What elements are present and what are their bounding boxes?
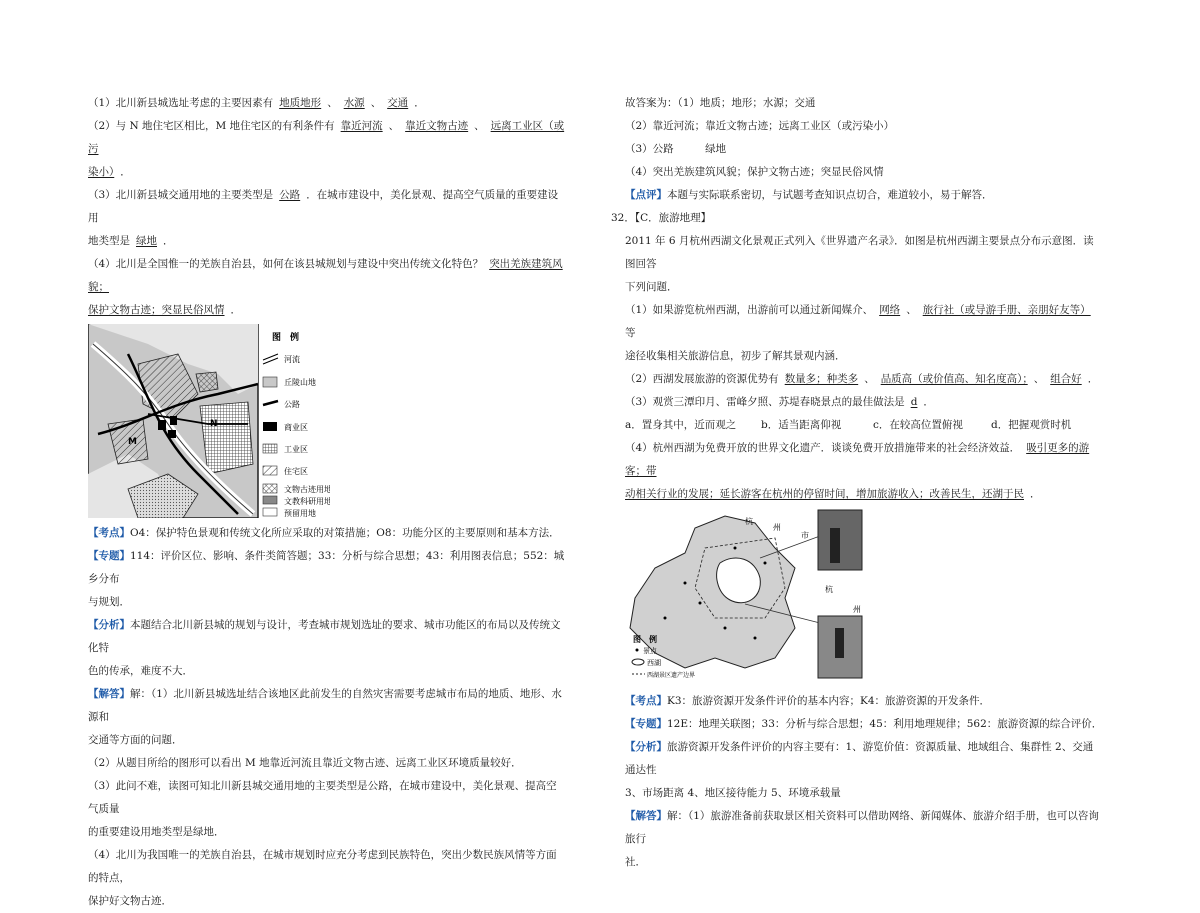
q2-line-2: 染小） ． [88,166,131,178]
option-b: b．适当距离仰视 [761,419,842,431]
legend-relic-icon [263,484,277,493]
q4-line-2: 保护文物古迹；突显民俗风情 ． [88,304,241,316]
answer-blank: 地质地形 [279,97,322,109]
map-label: 杭 [745,517,753,526]
answer-blank: 品质高（或价值高、知名度高）； [880,373,1028,385]
answer-blank: 水源 [343,97,365,109]
legend-commercial-icon [263,422,277,431]
map-label-m: M [128,437,137,447]
r-fenxi-line: 【分析】旅游资源开发条件评价的内容主要有：1、游览价值：资源质量、地域组合、集群性 2、交通通达性 [625,741,1094,776]
legend-label: 西湖景区遗产边界 [647,672,696,679]
commercial-block [168,430,176,438]
answer-blank: 突出羌族建筑风貌； [88,258,563,293]
beichuan-planning-map [88,324,330,518]
jieda-3b: 的重要建设用地类型是绿地． [88,826,225,838]
answer-blank: 交通 [387,97,409,109]
r4-line: （4）杭州西湖为免费开放的世界文化遗产．谈谈免费开放措施带来的社会经济效益． 吸引更多的游客；带 [625,442,1090,477]
q32-intro-2: 下列问题． [625,281,678,293]
map-label: 州 [773,523,781,532]
answer-blank: d [910,396,918,408]
west-lake-map [625,508,875,686]
answer-2: （2）靠近河流；靠近文物古迹；远离工业区（或污染小） [625,120,895,132]
scenic-spot-dot [699,602,702,605]
answer-blank: 组合好 [1050,373,1082,385]
scenic-spot-dot [734,547,737,550]
legend-lake-icon [632,659,644,665]
legend-label: 西湖 [647,659,661,667]
zhuanti-line: 【专题】114：评价区位、影响、条件类简答题；33：分析与综合思想；43：利用图表信息；552：城乡分布 [88,550,565,585]
answer-blank: 绿地 [136,235,157,247]
q1-line: （1）北川新县城选址考虑的主要因素有 地质地形 、 水源 、 交通 ． [88,97,425,109]
map-label: 市 [801,531,809,540]
legend-road-icon [263,401,278,405]
legend-label: 景点 [643,647,657,655]
r4-line-2: 动相关行业的发展；延长游客在杭州的停留时间，增加旅游收入；改善民生，还湖于民 ． [625,488,1041,500]
legend-reserve-icon [263,508,277,516]
r1-line: （1）如果游览杭州西湖，出游前可以通过新闻媒介、 网络 、 旅行社（或导游手册、亲朋好友等）等 [625,299,1103,345]
map2-svg [625,508,875,686]
answer-blank: 旅行社（或导游手册、亲朋好友等） [922,304,1091,316]
q3-line-2: 地类型是 绿地 ． [88,235,174,247]
answer-intro: 故答案为：（1）地质；地形；水源；交通 [625,97,816,109]
industrial-zone [200,402,253,474]
answer-blank: 动相关行业的发展；延长游客在杭州的停留时间，增加旅游收入；改善民生，还湖于民 [625,488,1024,500]
answer-blank: 数量多；种类多 [784,373,859,385]
map2-legend-title: 图 例 [633,635,657,644]
legend-spot-icon [636,649,639,652]
options-line [625,414,1103,437]
option-d: d．把握观赏时机 [991,419,1072,431]
legend-river-icon [263,354,278,364]
scenic-spot-dot [764,562,767,565]
answer-3: （3）公路 绿地 [625,143,727,155]
answer-blank: 网络 [879,304,901,316]
right-column [611,92,1103,874]
pagoda-silhouette [835,628,844,658]
legend-title: 图 例 [272,333,300,343]
legend-industrial-icon [263,444,277,453]
commercial-block [158,420,166,430]
jieda-line-2: 交通等方面的问题． [88,734,183,746]
legend-label: 住宅区 [284,467,308,476]
answer-blank: 染小） [88,166,115,178]
scenic-spot-dot [684,582,687,585]
r-jieda-line-2: 社． [625,856,646,868]
q2-line: （2）与 N 地住宅区相比，M 地住宅区的有利条件有 靠近河流 、 靠近文物古迹 、 远离工业区（或污 [88,120,565,155]
question-32-title: 32．【C．旅游地理】 [611,212,712,224]
relic-zone [196,372,218,392]
r-zhuanti-line: 【专题】12E：地理关联图；33：分析与综合思想；45：利用地理规律；562：旅游资源的综合评价． [625,718,1103,730]
legend-residential-icon [263,466,277,475]
answer-blank: 保护文物古迹；突显民俗风情 [88,304,225,316]
scenic-spot-dot [724,627,727,630]
legend-label: 商业区 [284,423,308,432]
zhuanti-line-2: 与规划． [88,596,130,608]
r2-line: （2）西湖发展旅游的资源优势有 数量多；种类多 、 品质高（或价值高、知名度高）； 、 组合好 ． [625,373,1099,385]
dianping-line: 【点评】本题与实际联系密切，与试题考查知识点切合，难道较小，易于解答． [625,189,993,201]
map-label: 州 [853,605,861,614]
r-fenxi-line-2: 3、市场距离 4、地区接待能力 5、环境承载量 [625,787,841,799]
q3-line: （3）北川新县城交通用地的主要类型是 公路 ．在城市建设中，美化景观、提高空气质量的重要建设用 [88,189,559,224]
option-c: c．在较高位置俯视 [873,419,963,431]
answer-blank: 靠近河流 [340,120,383,132]
r1-line-2: 途径收集相关旅游信息，初步了解其景观内涵． [625,350,846,362]
legend-label: 公路 [284,400,300,409]
scenic-spot-dot [664,617,667,620]
q32-intro: 2011 年 6 月杭州西湖文化景观正式列入《世界遗产名录》．如图是杭州西湖主要景点分布示意图．读图回答 [625,235,1094,270]
jieda-line: 【解答】解：（1）北川新县城选址结合该地区此前发生的自然灾害需要考虑城市布局的地质、地形、水源和 [88,688,562,723]
legend-label: 文物古迹用地 [284,485,330,494]
answer-blank: 靠近文物古迹 [405,120,469,132]
legend-label: 丘陵山地 [284,378,316,387]
legend-label: 预留用地 [284,509,316,518]
answer-blank: 公路 [279,189,301,201]
map-label-n: N [210,419,218,429]
scenic-spot-dot [754,637,757,640]
commercial-block [170,416,177,425]
legend [263,354,330,518]
answer-blank: 吸引更多的游客；带 [625,442,1090,477]
r-jieda-line: 【解答】解：（1）旅游准备前获取景区相关资料可以借助网络、新闻媒体、旅游介绍手册，也可以咨询旅行 [625,810,1099,845]
left-column [88,92,566,913]
jieda-3: （3）此问不难，读图可知北川新县城交通用地的主要类型是公路，在城市建设中，美化景观、提高空气质量 [88,780,557,815]
legend-label: 河流 [284,355,300,364]
fenxi-line-2: 色的传承，难度不大． [88,665,193,677]
map-svg [88,324,330,518]
r-kaodian-line: 【考点】K3：旅游资源开发条件评价的基本内容；K4：旅游资源的开发条件． [625,695,991,707]
q4-line: （4）北川是全国惟一的羌族自治县，如何在该县城规划与建设中突出传统文化特色？ 突出羌族建筑风貌； [88,258,563,293]
legend-label: 文教科研用地 [284,497,330,506]
jieda-4b: 保护好文物古迹． [88,895,172,907]
jieda-2: （2）从题目所给的图形可以看出 M 地靠近河流且靠近文物古迹、远离工业区环境质量较好． [88,757,522,769]
legend-education-icon [263,496,277,504]
pagoda-silhouette [830,528,840,563]
jieda-4: （4）北川为我国唯一的羌族自治县，在城市规划时应充分考虑到民族特色，突出少数民族风情等方面的特点， [88,849,557,884]
fenxi-line: 【分析】本题结合北川新县城的规划与设计，考查城市规划选址的要求、城市功能区的布局以及传统文化特 [88,619,561,654]
kaodian-line: 【考点】O4：保护特色景观和传统文化所应采取的对策措施；O8：功能分区的主要原则和基本方法． [88,527,560,539]
map-label: 杭 [825,585,833,594]
option-a: a．置身其中，近而观之 [625,419,737,431]
answer-blank: 远离工业区（或污 [88,120,565,155]
r3-line: （3）观赏三潭印月、雷峰夕照、苏堤春晓景点的最佳做法是 d ． [625,396,934,408]
legend-label: 工业区 [284,445,308,454]
legend-hill-icon [263,377,277,387]
answer-4: （4）突出羌族建筑风貌；保护文物古迹；突显民俗风情 [625,166,884,178]
